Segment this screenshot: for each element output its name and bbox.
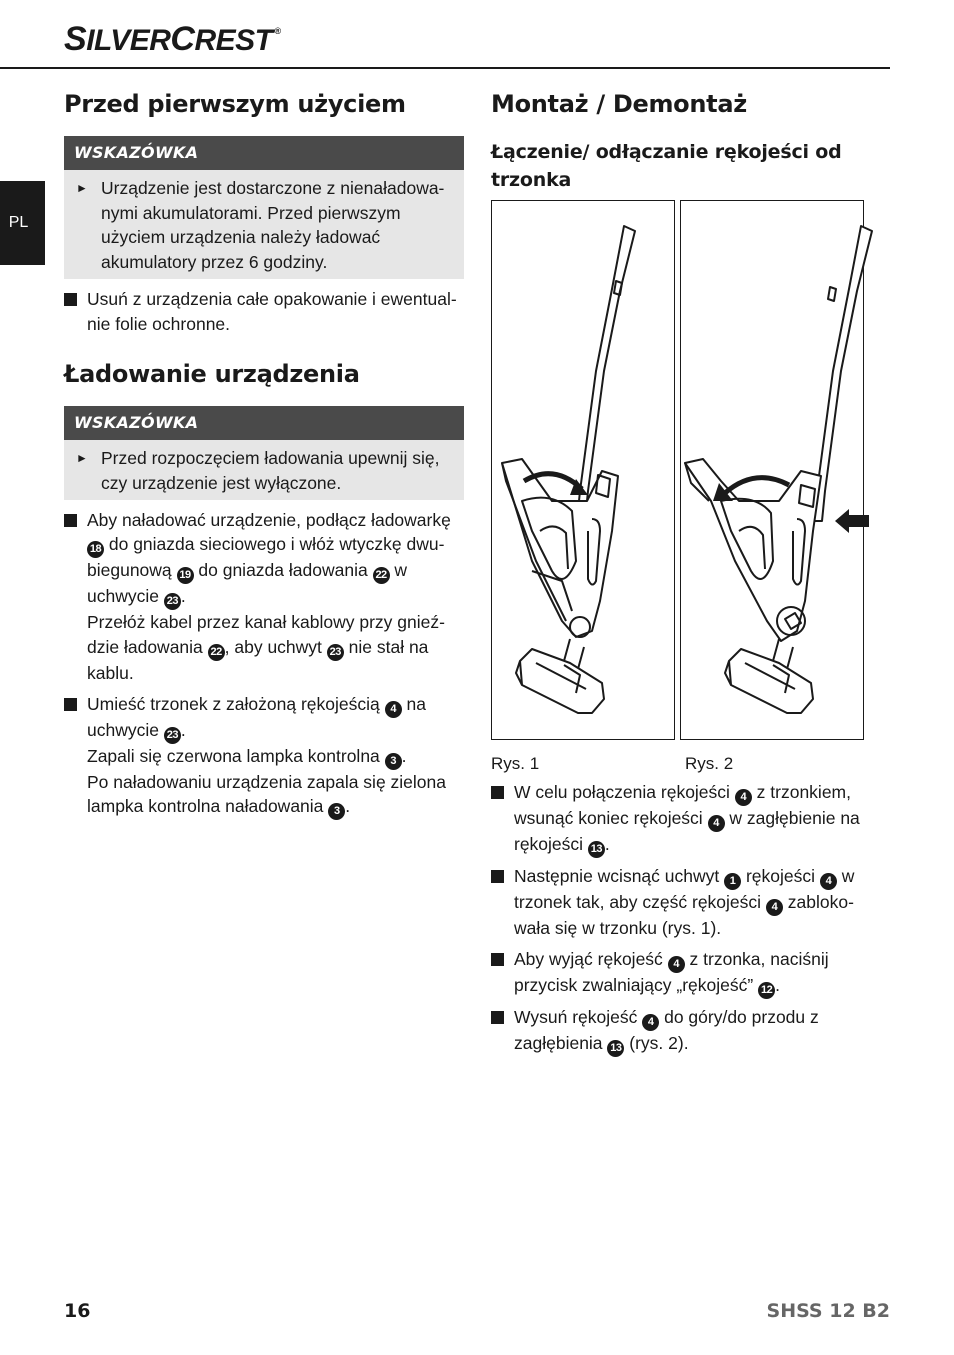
reference-number: 4	[820, 873, 837, 890]
section-title-first-use: Przed pierwszym użyciem	[64, 90, 406, 118]
list-item	[491, 780, 879, 858]
figure-caption: Rys. 1	[491, 754, 540, 773]
list-item	[491, 947, 879, 999]
reference-number: 22	[208, 644, 225, 661]
brand-logo	[64, 20, 281, 59]
list-item	[491, 1005, 879, 1057]
reference-number: 23	[327, 644, 344, 661]
reference-number: 13	[588, 841, 605, 858]
reference-number: 4	[642, 1014, 659, 1031]
paragraph: Umieść trzonek z założoną rękojeścią 4 na uchwycie 23 .	[87, 692, 464, 744]
logo-text: SILVERCREST	[64, 20, 273, 58]
figure-row	[491, 200, 879, 740]
subsection-title: Łączenie/ odłączanie rękojeści od trzonka	[491, 141, 842, 191]
reference-number: 19	[177, 567, 194, 584]
note-label: WSKAZÓWKA	[64, 136, 464, 170]
arrow-right-icon: ►	[76, 181, 88, 195]
reference-number: 12	[758, 982, 775, 999]
square-bullet-icon	[491, 953, 504, 966]
left-column	[64, 90, 464, 820]
vacuum-illustration-fig2	[681, 201, 876, 738]
list-item	[64, 692, 464, 821]
reference-number: 4	[708, 815, 725, 832]
square-bullet-icon	[491, 786, 504, 799]
paragraph: Zapali się czerwona lampka kontrolna 3 .	[87, 744, 464, 770]
square-bullet-icon	[64, 514, 77, 527]
arrow-right-icon: ►	[76, 451, 88, 466]
figure-2	[680, 200, 864, 740]
figure-1	[491, 200, 675, 740]
vacuum-illustration-fig1	[492, 201, 673, 738]
square-bullet-icon	[491, 870, 504, 883]
right-column	[491, 90, 879, 1057]
list-item	[491, 864, 879, 941]
reference-number: 4	[766, 899, 783, 916]
list-item-text: Aby wyjąć rękojeść 4 z trzonka, naciśnij przycisk zwalniający „rękojeść” 12 .	[514, 947, 879, 999]
square-bullet-icon	[64, 293, 77, 306]
reference-number: 18	[87, 541, 104, 558]
note-label: WSKAZÓWKA	[64, 406, 464, 440]
section-title-assembly: Montaż / Demontaż	[491, 90, 747, 118]
note-box	[64, 406, 464, 499]
header-rule	[0, 67, 890, 69]
reference-number: 23	[164, 593, 181, 610]
page-number: 16	[64, 1300, 91, 1322]
registered-mark: ®	[274, 26, 281, 36]
list-item	[64, 508, 464, 686]
square-bullet-icon	[491, 1011, 504, 1024]
reference-number: 4	[735, 789, 752, 806]
reference-number: 3	[385, 753, 402, 770]
note-text: Przed rozpoczęciem ładowania upewnij się, czy urządzenie jest wyłączone.	[101, 448, 440, 493]
note-box	[64, 136, 464, 279]
paragraph: Po naładowaniu urządzenia zapala się zielona lampka kontrolna naładowania 3 .	[87, 770, 464, 821]
figure-caption: Rys. 2	[685, 754, 734, 773]
list-item-text: Wysuń rękojeść 4 do góry/do przodu z zagłębienia 13 (rys. 2).	[514, 1005, 879, 1057]
model-number: SHSS 12 B2	[766, 1300, 890, 1322]
figure-captions	[491, 754, 879, 774]
reference-number: 1	[724, 873, 741, 890]
reference-number: 4	[668, 956, 685, 973]
language-tab: PL	[0, 181, 45, 265]
note-text: Urządzenie jest dostarczone z nienaładowa-nymi akumulatorami. Przed pierwszym użyciem urządzenia należy ładować akumulatory przez 6 godziny.	[101, 178, 445, 273]
reference-number: 4	[385, 701, 402, 718]
list-item-text: Następnie wcisnąć uchwyt 1 rękojeści 4 w trzonek tak, aby część rękojeści 4 zabloko-wała się w trzonku (rys. 1).	[514, 866, 855, 938]
square-bullet-icon	[64, 698, 77, 711]
section-title-charging: Ładowanie urządzenia	[64, 360, 360, 389]
list-item-text: W celu połączenia rękojeści 4 z trzonkiem, wsunąć koniec rękojeści 4 w zagłębienie na rękojeści 13 .	[514, 780, 879, 858]
paragraph: Przełóż kabel przez kanał kablowy przy gnieź-dzie ładowania 22 , aby uchwyt 23 nie stał na kablu.	[87, 612, 445, 684]
note-item	[74, 176, 454, 275]
reference-number: 3	[328, 803, 345, 820]
reference-number: 23	[164, 727, 181, 744]
reference-number: 13	[607, 1040, 624, 1057]
paragraph: Aby naładować urządzenie, podłącz ładowarkę 18 do gniazda sieciowego i włóż wtyczkę dwu-biegunową 19 do gniazda ładowania 22 w uchwycie 23 .	[87, 508, 464, 611]
list-item-text: Usuń z urządzenia całe opakowanie i ewentual-nie folie ochronne.	[87, 288, 457, 334]
assembly-list	[491, 780, 879, 1057]
list-item	[64, 287, 464, 336]
reference-number: 22	[373, 567, 390, 584]
note-item	[74, 446, 454, 495]
